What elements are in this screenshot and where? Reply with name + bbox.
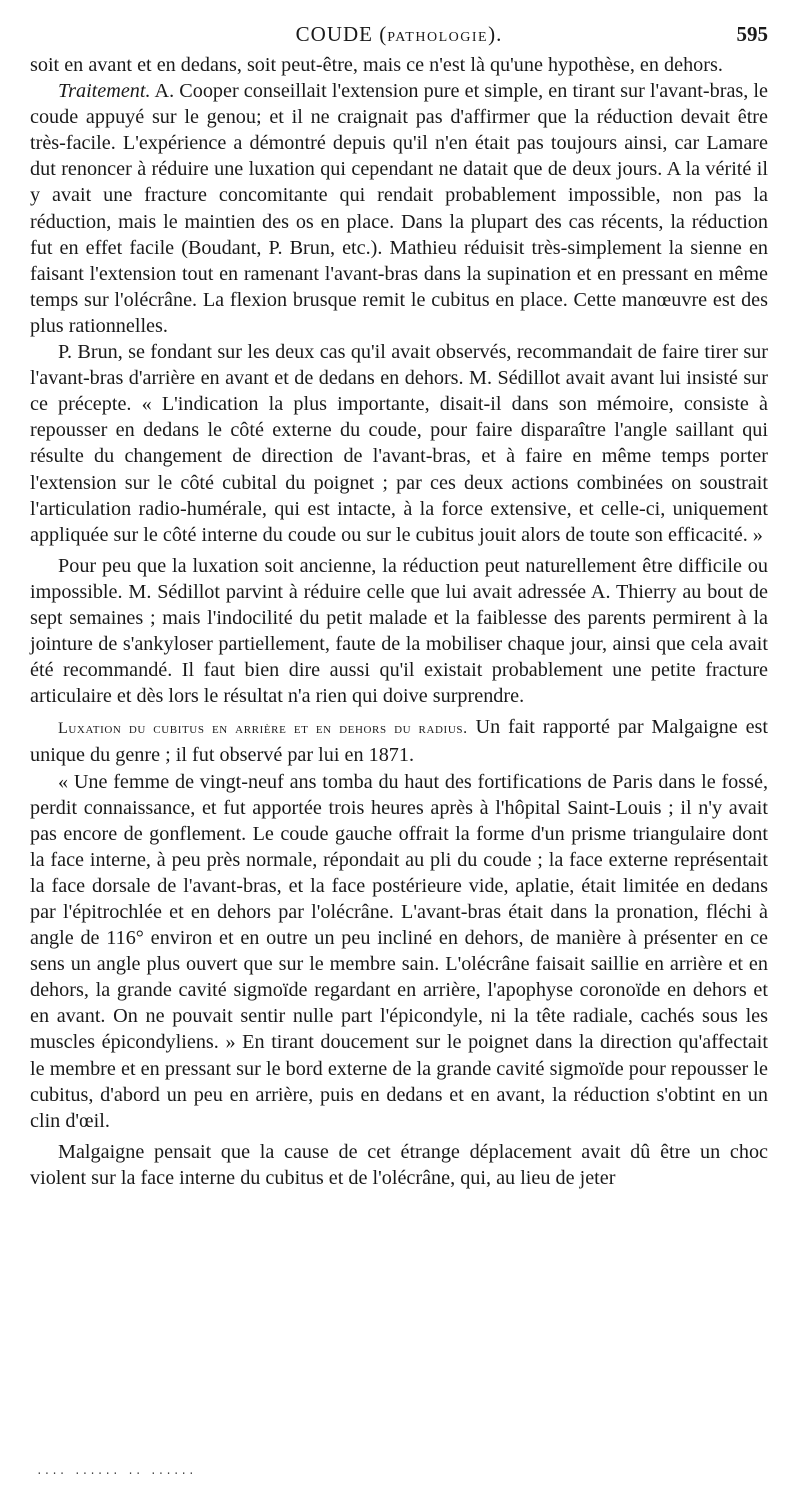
paragraph-traitement	[30, 78, 768, 339]
body-text	[30, 52, 768, 1191]
paragraph-malgaigne: Malgaigne pensait que la cause de cet étrange déplacement avait dû être un choc violent sur la face interne du cubitus et de l'olécrâne, qui, au lieu de jeter	[30, 1140, 768, 1189]
paragraph-case-report: « Une femme de vingt-neuf ans tomba du haut des fortifications de Paris dans le fossé, perdit connaissance, et fut apportée trois heures après à l'hôpital Saint-Louis ; il n'y avait pas encore de gonflement. Le coude gauche offrait la forme d'un prisme triangulaire dont la face interne, à peu près normale, répondait au pli du coude ; la face externe représentait la face dorsale de l'avant-bras, et la face postérieure vide, aplatie, était limitée en dedans par l'épitrochlée et en dehors par l'olécrâne. L'avant-bras était dans la pronation, fléchi à angle de 116° environ et en outre un peu incliné en dehors, de manière à présenter en ce sens un angle plus ouvert que sur le membre sain. L'olécrâne faisait saillie en arrière et en dehors, la grande cavité sigmoïde regardant en arrière, l'apophyse coronoïde en dehors et en avant. On ne pouvait sentir nulle part l'épicondyle, ni la tête radiale, cachés sous les muscles épicondyliens. » En tirant doucement sur le poignet dans la direction qu'affectait le membre et en pressant sur le bord externe de la grande cavité sigmoïde pour repousser le cubitus, d'abord un peu en arrière, puis en dedans et en avant, la réduction s'obtint en un clin d'œil.	[30, 770, 768, 1132]
paragraph-text: A. Cooper conseillait l'extension pure et simple, en tirant sur l'avant-bras, le coude appuyé sur le genou; et il ne craignait pas d'affirmer que la réduction devait être très-facile. L'expérience a démontré depuis qu'il n'en était pas toujours ainsi, car Lamare dut renoncer à réduire une luxation qui cependant ne datait que de deux jours. A la vérité il y avait une fracture concomitante qui rendait probablement impossible, non pas la réduction, mais le maintien des os en place. Dans la plupart des cas récents, la réduction fut en effet facile (Boudant, P. Brun, etc.). Mathieu réduisit très-simplement la sienne en faisant l'extension tout en ramenant l'avant-bras dans la supination et en pressant en même temps sur l'olécrâne. La flexion brusque remit le cubitus en place. Cette manœuvre est des plus rationnelles.	[30, 80, 768, 337]
paragraph-luxation-heading	[30, 714, 768, 768]
section-heading-luxation: Luxation du cubitus en arrière et en dehors du radius.	[58, 720, 468, 738]
document-page	[30, 22, 768, 1191]
running-header	[30, 22, 768, 52]
paragraph-ancienne: Pour peu que la luxation soit ancienne, la réduction peut naturellement être difficile ou impossible. M. Sédillot parvint à réduire celle que lui avait adressée A. Thierry au bout de sept semaines ; mais l'indocilité du petit malade et la faiblesse des parents permirent à la jointure de s'ankyloser partiellement, faute de la mobiliser chaque jour, ainsi que cela avait été recommandé. Il faut bien dire aussi qu'il existait probablement une petite fracture articulaire et dès lors le résultat n'a rien qui doive surprendre.	[30, 554, 768, 708]
footer-marks: .... ...... .. ......	[36, 1466, 196, 1478]
title-subject: PATHOLOGIE	[387, 30, 489, 45]
title-main: COUDE	[295, 22, 373, 46]
paragraph-continuation: soit en avant et en dedans, soit peut-être, mais ce n'est là qu'une hypothèse, en dehors.	[30, 54, 723, 76]
paragraph-text: Un fait rapporté par Malgaigne est unique du genre ; il fut observé par lui en 1871.	[30, 716, 769, 767]
section-lead-traitement: Traitement.	[58, 80, 151, 103]
running-title: COUDE (PATHOLOGIE).	[295, 22, 503, 46]
page-number: 595	[736, 22, 768, 46]
paragraph-brun: P. Brun, se fondant sur les deux cas qu'il avait observés, recommandait de faire tirer sur l'avant-bras d'arrière en avant et de dedans en dehors. M. Sédillot avait avant lui insisté sur ce précepte. « L'indication la plus importante, disait-il dans son mémoire, consiste à repousser en dedans le côté externe du coude, pour faire disparaître l'angle saillant qui résulte du changement de direction de l'avant-bras, et à faire en même temps porter l'extension sur le côté cubital du poignet ; par ces deux actions combinées on soustrait l'articulation radio-humérale, qui est intacte, à la force extensive, et celle-ci, uniquement appliquée sur le côté interne du coude ou sur le cubitus jouit alors de toute son efficacité. »	[30, 341, 768, 546]
